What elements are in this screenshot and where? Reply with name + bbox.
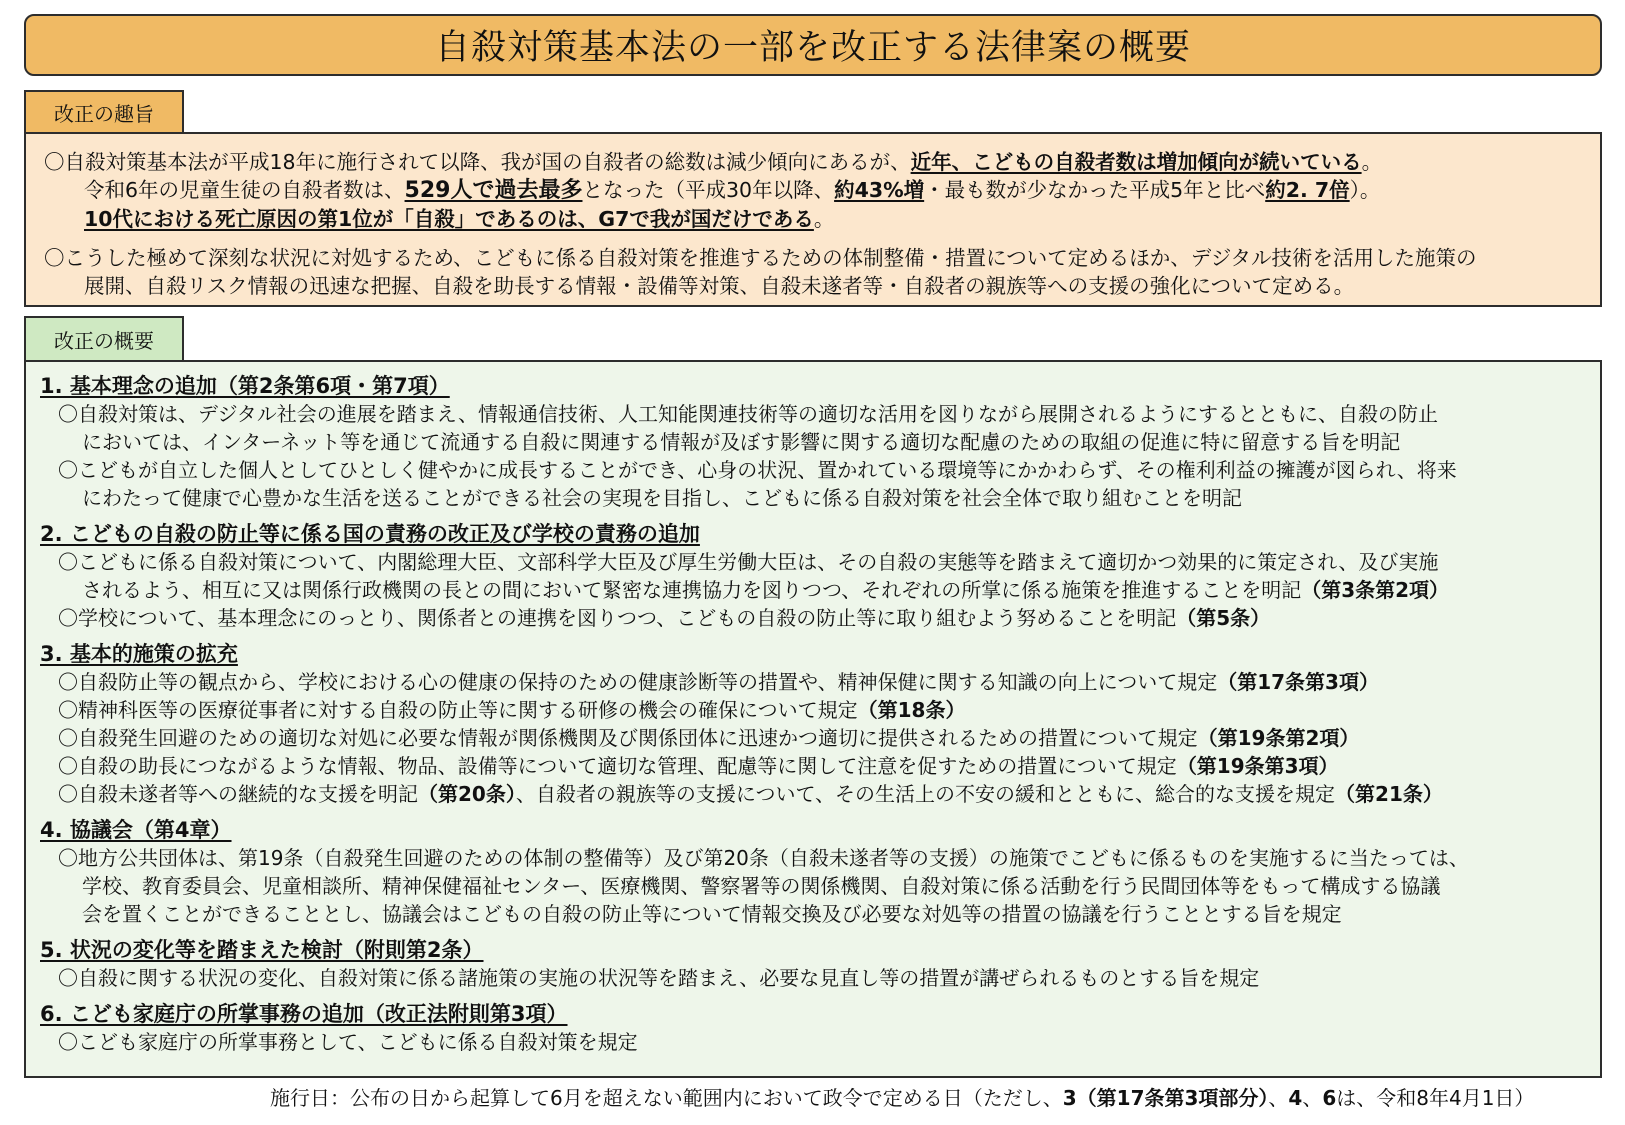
gaiyo-section (24, 360, 1602, 1078)
text: 施行日：公布の日から起算して6月を超えない範囲内において政令で定める日（ただし、 (270, 1086, 1063, 1110)
article-ref: 3（第17条第3項部分） (1062, 1086, 1269, 1110)
section-3-item (40, 752, 1584, 780)
section-2-item (40, 604, 1584, 632)
emphasis-text: 10代における死亡原因の第1位が「自殺」であるのは、G7で我が国だけである (84, 207, 814, 231)
text: 。 (1361, 150, 1383, 174)
section-4-item-cont: 会を置くことができることとし、協議会はこどもの自殺の防止等について情報交換及び必要な対処等の措置の協議を行うこととする旨を規定 (82, 902, 1342, 926)
text: 。 (813, 207, 835, 231)
text: 〇自殺発生回避のための適切な対処に必要な情報が関係機関及び関係団体に迅速かつ適切に提供されるための措置について規定 (58, 726, 1198, 750)
text: されるよう、相互に又は関係行政機関の長との間において緊密な連携協力を図りつつ、それぞれの所掌に係る施策を推進することを明記 (82, 578, 1302, 602)
section-3-item (40, 668, 1584, 696)
article-ref: 4 (1288, 1086, 1303, 1110)
text: 令和6年の児童生徒の自殺者数は、 (84, 178, 405, 202)
section-2-heading: 2. こどもの自殺の防止等に係る国の責務の改正及び学校の責務の追加 (40, 522, 700, 546)
text: となった（平成30年以降、 (582, 178, 835, 202)
article-ref: （第5条） (1176, 606, 1271, 630)
text: 〇学校について、基本理念にのっとり、関係者との連携を図りつつ、こどもの自殺の防止等に取り組むよう努めることを明記 (58, 606, 1177, 630)
article-ref: 6 (1322, 1086, 1337, 1110)
text: 〇自殺の助長につながるような情報、物品、設備等について適切な管理、配慮等に関して注意を促すための措置について規定 (58, 754, 1177, 778)
text: 〇自殺対策基本法が平成18年に施行されて以降、我が国の自殺者の総数は減少傾向にあるが、 (44, 150, 911, 174)
section-1-heading: 1. 基本理念の追加（第2条第6項・第7項） (40, 374, 450, 398)
section-3-item (40, 724, 1584, 752)
section-1-item: 〇自殺対策は、デジタル社会の進展を踏まえ、情報通信技術、人工知能関連技術等の適切な活用を図りながら展開されるようにするとともに、自殺の防止 (58, 402, 1438, 426)
effective-date-note (270, 1084, 1610, 1112)
section-6-heading: 6. こども家庭庁の所掌事務の追加（改正法附則第3項） (40, 1002, 568, 1026)
shushi-paragraph-2 (44, 176, 1584, 205)
shushi-section (24, 132, 1602, 307)
section-6-item: 〇こども家庭庁の所掌事務として、こどもに係る自殺対策を規定 (58, 1030, 638, 1054)
text: 〇自殺未遂者等への継続的な支援を明記 (58, 782, 418, 806)
text: 、 (1302, 1086, 1323, 1110)
text: 、自殺者の親族等の支援について、その生活上の不安の緩和とともに、総合的な支援を規定 (515, 782, 1336, 806)
section-4-item-cont: 学校、教育委員会、児童相談所、精神保健福祉センター、医療機関、警察署等の関係機関、自殺対策に係る活動を行う民間団体等をもって構成する協議 (82, 874, 1441, 898)
section-2-item-cont (40, 576, 1584, 604)
article-ref: （第21条） (1335, 782, 1443, 806)
text: ・最も数が少なかった平成5年と比べ (924, 178, 1266, 202)
section-4-item: 〇地方公共団体は、第19条（自殺発生回避のための体制の整備等）及び第20条（自殺未遂者等の支援）の施策でこどもに係るものを実施するに当たっては、 (58, 846, 1469, 870)
shushi-paragraph-3 (44, 205, 1584, 233)
emphasis-text: 約2. 7倍 (1265, 178, 1350, 202)
text: ）。 (1349, 178, 1381, 202)
article-ref: （第19条第2項） (1197, 726, 1360, 750)
section-2-item: 〇こどもに係る自殺対策について、内閣総理大臣、文部科学大臣及び厚生労働大臣は、その自殺の実態等を踏まえて適切かつ効果的に策定され、及び実施 (58, 550, 1439, 574)
section-3-item (40, 780, 1584, 808)
section-3-item (40, 696, 1584, 724)
section-1-item-cont: にわたって健康で心豊かな生活を送ることができる社会の実現を目指し、こどもに係る自殺対策を社会全体で取り組むことを明記 (82, 486, 1242, 510)
section-5-heading: 5. 状況の変化等を踏まえた検討（附則第2条） (40, 938, 484, 962)
shushi-paragraph-5: 展開、自殺リスク情報の迅速な把握、自殺を助長する情報・設備等対策、自殺未遂者等・自殺者の親族等への支援の強化について定める。 (84, 274, 1355, 298)
section-1-item: 〇こどもが自立した個人としてひとしく健やかに成長することができ、心身の状況、置かれている環境等にかかわらず、その権利利益の擁護が図られ、将来 (58, 458, 1457, 482)
section-5-item: 〇自殺に関する状況の変化、自殺対策に係る諸施策の実施の状況等を踏まえ、必要な見直し等の措置が講ぜられるものとする旨を規定 (58, 966, 1260, 990)
title-banner (24, 14, 1602, 76)
emphasis-text: 近年、こどもの自殺者数は増加傾向が続いている (910, 150, 1362, 174)
article-ref: （第17条第3項） (1217, 670, 1379, 694)
text: 、 (1268, 1086, 1289, 1110)
article-ref: （第3条第2項） (1301, 578, 1450, 602)
page-title: 自殺対策基本法の一部を改正する法律案の概要 (434, 28, 1191, 68)
shushi-paragraph-1 (44, 148, 1584, 176)
section-1-item-cont: においては、インターネット等を通じて流通する自殺に関連する情報が及ぼす影響に関する適切な配慮のための取組の促進に特に留意する旨を明記 (82, 430, 1401, 454)
article-ref: （第19条第3項） (1176, 754, 1339, 778)
section-4-heading: 4. 協議会（第4章） (40, 818, 232, 842)
emphasis-text: 約43%増 (834, 178, 925, 202)
text: は、令和8年4月1日） (1336, 1086, 1535, 1110)
emphasis-text: 529人で過去最多 (404, 178, 583, 203)
tab-kaisei-gaiyo: 改正の概要 (24, 316, 184, 360)
section-3-heading: 3. 基本的施策の拡充 (40, 642, 238, 666)
article-ref: （第20条） (418, 782, 516, 806)
shushi-paragraph-4: 〇こうした極めて深刻な状況に対処するため、こどもに係る自殺対策を推進するための体制整備・措置について定めるほか、デジタル技術を活用した施策の (44, 246, 1477, 270)
tab-kaisei-shushi: 改正の趣旨 (24, 90, 184, 132)
text: 〇自殺防止等の観点から、学校における心の健康の保持のための健康診断等の措置や、精神保健に関する知識の向上について規定 (58, 670, 1218, 694)
article-ref: （第18条） (857, 698, 966, 722)
text: 〇精神科医等の医療従事者に対する自殺の防止等に関する研修の機会の確保について規定 (58, 698, 858, 722)
